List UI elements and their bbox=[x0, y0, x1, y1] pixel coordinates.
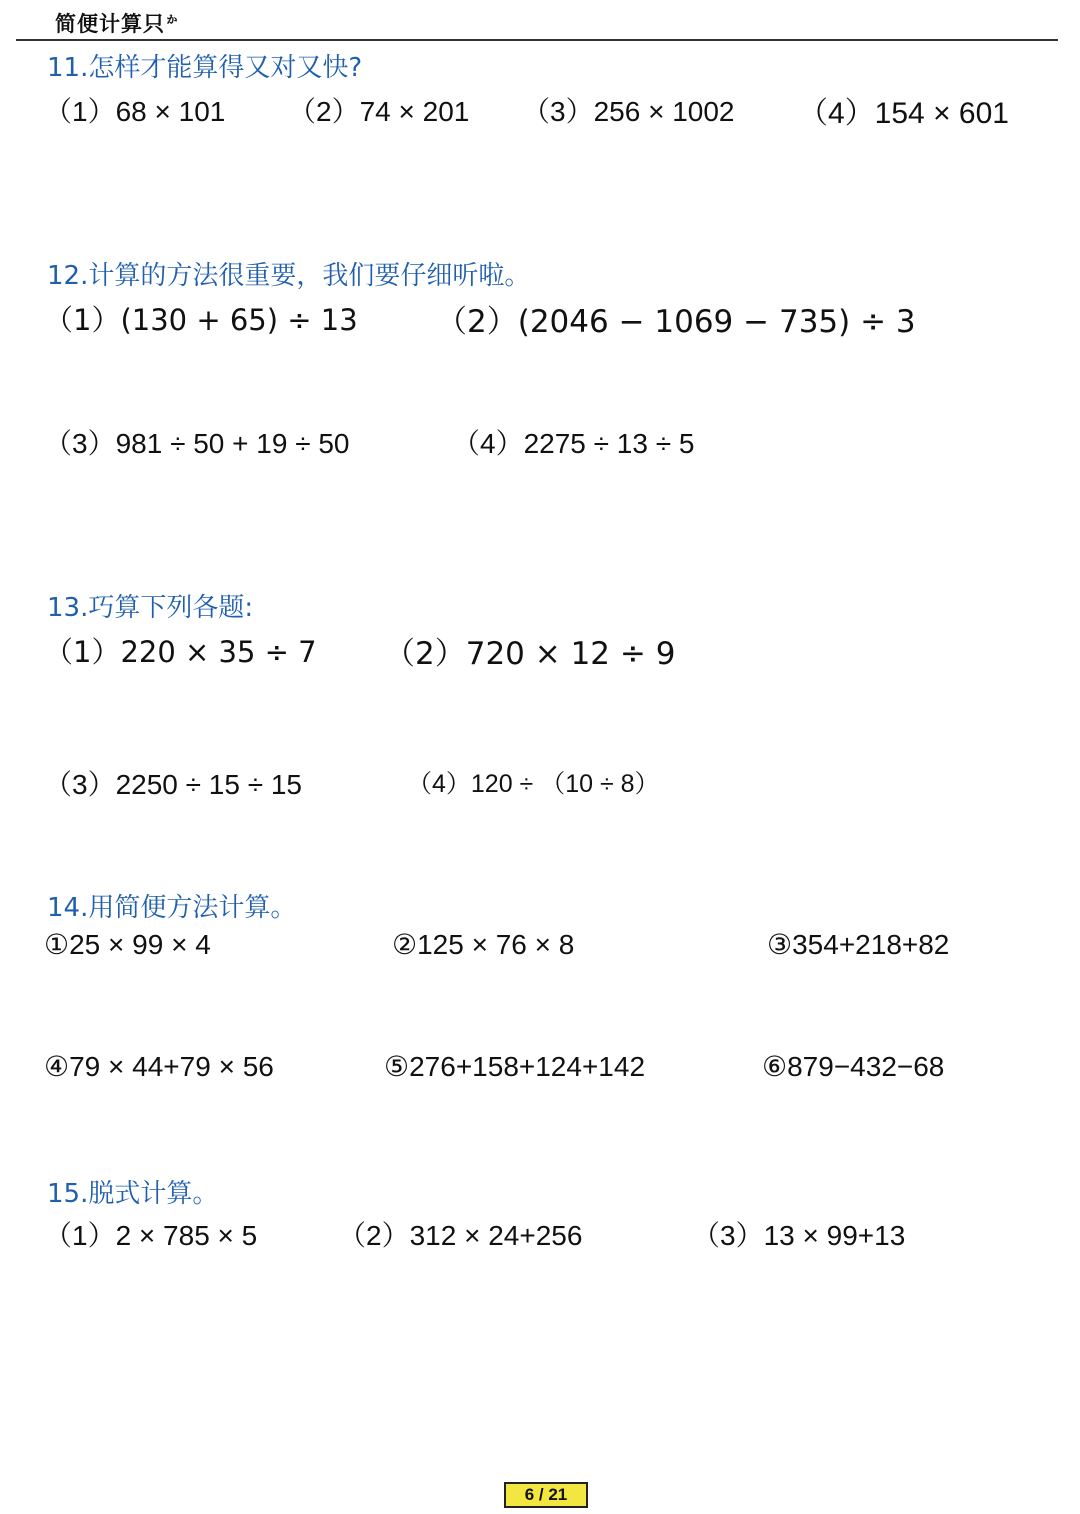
problem-13-4: （4）120 ÷ （10 ÷ 8） bbox=[407, 770, 660, 798]
problem-12-4: （4）2275 ÷ 13 ÷ 5 bbox=[452, 428, 695, 459]
section-14-title: 14.用简便方法计算。 bbox=[47, 893, 297, 923]
page-number-badge: 6 / 21 bbox=[504, 1482, 588, 1508]
problem-14-2: ②125 × 76 × 8 bbox=[392, 929, 575, 960]
problem-14-4: ④79 × 44+79 × 56 bbox=[44, 1051, 274, 1082]
problem-15-3: （3）13 × 99+13 bbox=[692, 1220, 906, 1251]
header-rule bbox=[16, 39, 1058, 41]
problem-12-3: （3）981 ÷ 50 + 19 ÷ 50 bbox=[44, 428, 350, 459]
problem-13-1: （1）220 × 35 ÷ 7 bbox=[44, 635, 317, 669]
problem-15-1: （1）2 × 785 × 5 bbox=[44, 1220, 258, 1251]
problem-15-2: （2）312 × 24+256 bbox=[338, 1220, 583, 1251]
section-12-title: 12.计算的方法很重要，我们要仔细听啦。 bbox=[47, 261, 531, 291]
problem-14-6: ⑥879−432−68 bbox=[762, 1051, 945, 1082]
header-title-tail: ゕ bbox=[165, 11, 180, 27]
problem-13-2: （2）720 × 12 ÷ 9 bbox=[384, 636, 676, 672]
problem-14-1: ①25 × 99 × 4 bbox=[44, 929, 211, 960]
problem-11-3: （3）256 × 1002 bbox=[522, 96, 735, 127]
problem-13-3: （3）2250 ÷ 15 ÷ 15 bbox=[44, 769, 303, 800]
problem-11-1: （1）68 × 101 bbox=[44, 96, 226, 127]
page-header-title bbox=[55, 8, 180, 38]
section-13-title: 13.巧算下列各题: bbox=[47, 593, 254, 623]
header-title-text: 简便计算只 bbox=[55, 11, 165, 36]
section-11-title: 11.怎样才能算得又对又快? bbox=[47, 53, 363, 83]
problem-11-2: （2）74 × 201 bbox=[288, 96, 470, 127]
section-15-title: 15.脱式计算。 bbox=[47, 1179, 219, 1209]
problem-14-5: ⑤276+158+124+142 bbox=[384, 1051, 646, 1082]
problem-12-2: （2）(2046 − 1069 − 735) ÷ 3 bbox=[436, 304, 916, 340]
problem-14-3: ③354+218+82 bbox=[767, 929, 950, 960]
problem-11-4: （4）154 × 601 bbox=[798, 97, 1009, 130]
problem-12-1: （1）(130 + 65) ÷ 13 bbox=[44, 303, 358, 337]
